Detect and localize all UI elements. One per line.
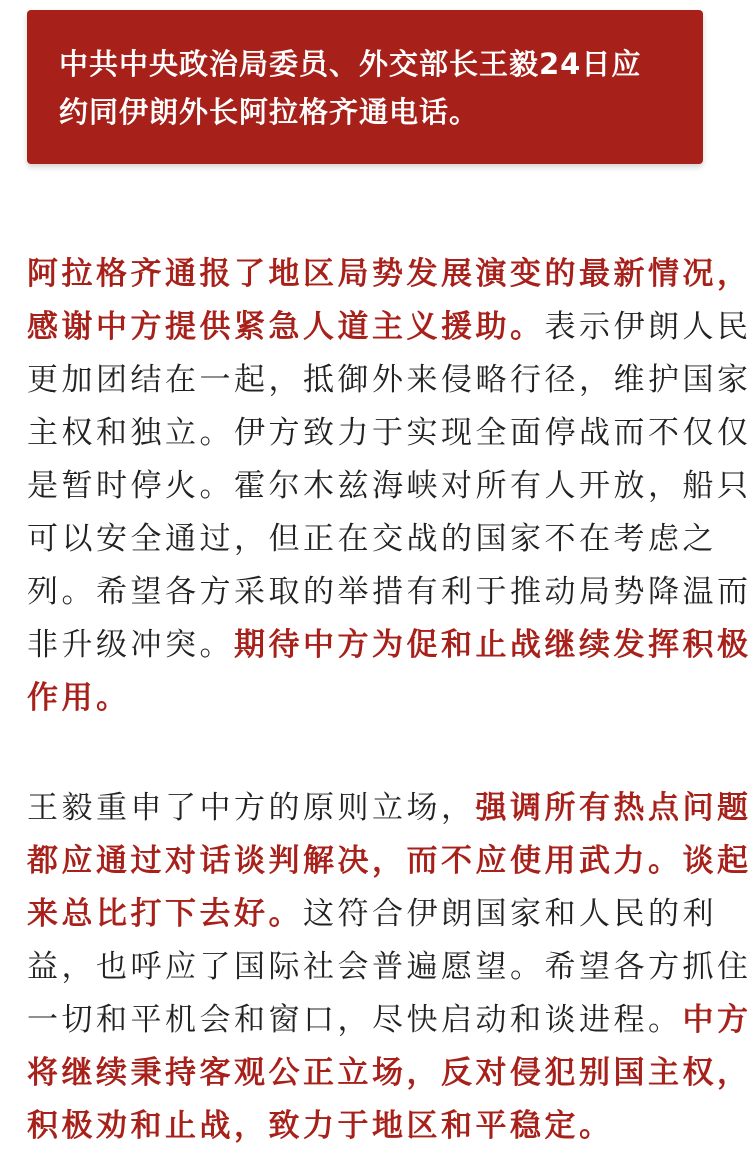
text-line [27, 248, 752, 301]
body-text: 这符合伊朗国家和人民的利 [303, 896, 717, 932]
highlight-text: 中方 [682, 1002, 752, 1038]
highlight-text: 感谢中方提供紧急人道主义援助。 [27, 309, 545, 345]
text-line [27, 888, 717, 941]
text-line [27, 672, 707, 725]
text-line [27, 301, 752, 354]
text-line [27, 835, 752, 888]
highlight-text: 积极劝和止战，致力于地区和平稳定。 [27, 1108, 614, 1144]
body-text: 非升级冲突。 [27, 627, 234, 663]
body-text: 王毅重申了中方的原则立场， [27, 790, 476, 826]
highlight-text: 将继续秉持客观公正立场，反对侵犯别国主权， [27, 1055, 752, 1091]
headline-line-2: 约同伊朗外长阿拉格齐通电话。 [59, 95, 480, 129]
text-line [27, 619, 752, 672]
highlight-text: 阿拉格齐通报了地区局势发展演变的最新情况， [27, 256, 752, 292]
text-line [27, 782, 752, 835]
article-body [27, 248, 752, 1153]
text-line: 更加团结在一起，抵御外来侵略行径，维护国家 [27, 362, 752, 398]
highlight-text: 期待中方为促和止战继续发挥积极 [234, 627, 752, 663]
highlight-text: 来总比打下去好。 [27, 896, 303, 932]
highlight-text: 作用。 [27, 680, 131, 716]
highlight-text: 强调所有热点问题 [475, 790, 752, 826]
text-line [27, 1100, 707, 1153]
text-line: 主权和独立。伊方致力于实现全面停战而不仅仅 [27, 415, 752, 451]
text-line: 益，也呼应了国际社会普遍愿望。希望各方抓住 [27, 949, 752, 985]
text-line [27, 1047, 752, 1100]
paragraph-wang-yi-position [27, 782, 752, 1153]
text-line: 列。希望各方采取的举措有利于推动局势降温而 [27, 574, 752, 610]
body-text: 表示伊朗人民 [544, 309, 752, 345]
paragraph-iran-briefing [27, 248, 752, 725]
text-line: 是暂时停火。霍尔木兹海峡对所有人开放，船只 [27, 468, 752, 504]
headline-banner [27, 10, 703, 164]
headline-line-1: 中共中央政治局委员、外交部长王毅24日应 [59, 47, 642, 81]
highlight-text: 都应通过对话谈判解决，而不应使用武力。谈起 [27, 843, 752, 879]
text-line [27, 994, 752, 1047]
body-text: 一切和平机会和窗口，尽快启动和谈进程。 [27, 1002, 683, 1038]
text-line: 可以安全通过，但正在交战的国家不在考虑之 [27, 521, 717, 557]
